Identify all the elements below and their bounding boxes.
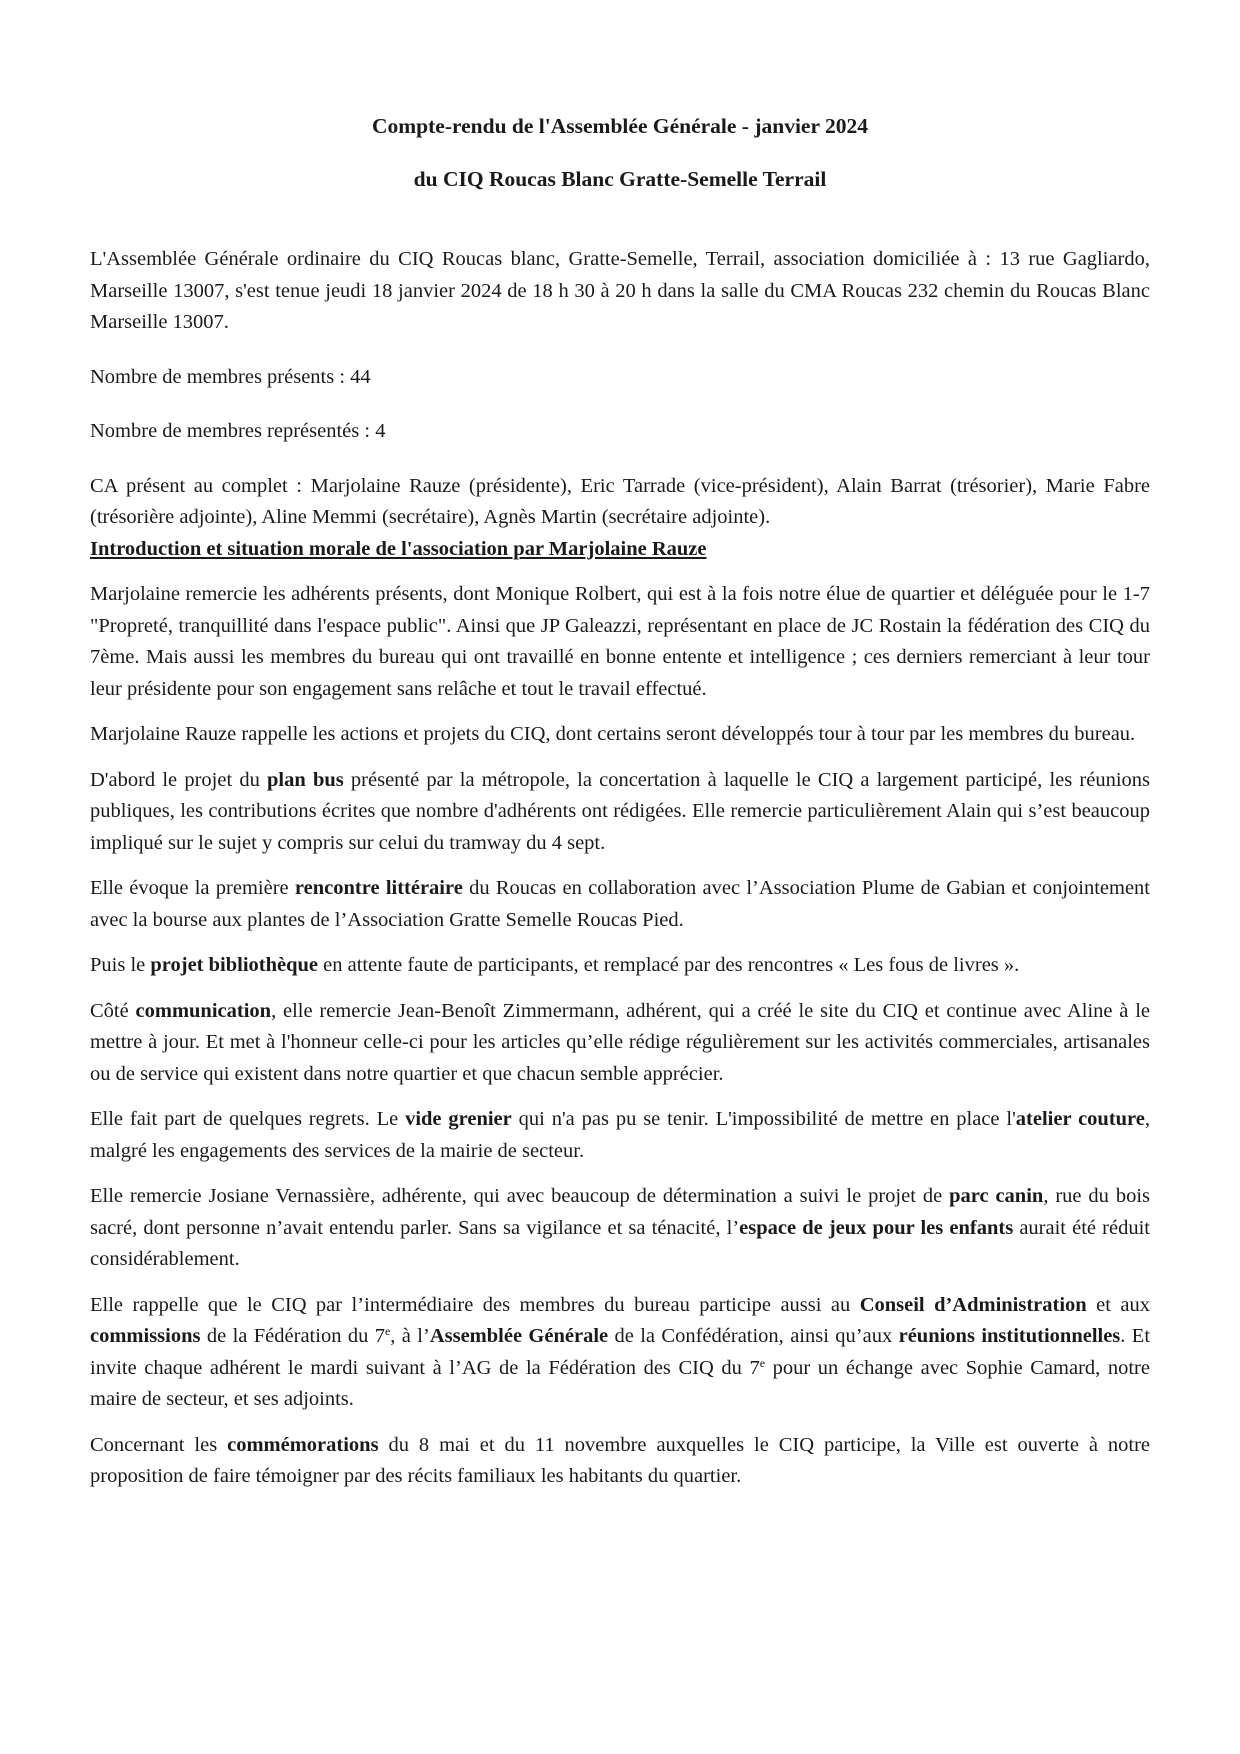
bold-term: commémorations bbox=[227, 1433, 379, 1456]
text-segment: en attente faute de participants, et remplacé par des rencontres « Les fous de livres ». bbox=[318, 954, 1020, 976]
text-segment: , rue du bois sacré, dont personne n’avait entendu parler. Sans sa vigilance et sa ténacité, l’ bbox=[90, 1185, 1151, 1239]
bold-term: espace de jeux pour les enfants bbox=[739, 1216, 1014, 1239]
bold-term: parc canin bbox=[949, 1185, 1044, 1207]
paragraph-thanks: Marjolaine remercie les adhérents présents, dont Monique Rolbert, qui est à la fois notre élue de quartier et déléguée pour le 1-7 "Propreté, tranquillité dans l'espace public". Ainsi que JP Galeazzi, représentant en place de JC Rostain la fédération des CIQ du 7ème. Mais aussi les membres du bureau qui ont travaillé en bonne entente et intelligence ; ces derniers remerciant à leur tour leur présidente pour son engagement sans relâche et tout le travail effectué. bbox=[90, 583, 1150, 700]
text-segment: , malgré les engagements des services de la mairie de secteur. bbox=[90, 1108, 1150, 1162]
bold-term: Assemblée Générale bbox=[429, 1325, 609, 1347]
text-segment: Côté bbox=[90, 999, 136, 1022]
text-segment: Elle évoque la première bbox=[90, 877, 295, 899]
text-segment: Puis le bbox=[90, 954, 151, 976]
bold-term: commissions bbox=[90, 1325, 201, 1347]
text-segment: Concernant les bbox=[90, 1433, 228, 1456]
text-segment: Elle rappelle que le CIQ par l’intermédiaire des membres du bureau participe aussi au bbox=[90, 1293, 860, 1316]
document-page bbox=[90, 112, 1150, 1493]
text-segment: , à l’ bbox=[390, 1325, 430, 1347]
paragraph-commemorations bbox=[90, 1430, 1150, 1493]
text-segment: Elle remercie Josiane Vernassière, adhérente, qui avec beaucoup de détermination a suivi le projet de bbox=[90, 1185, 950, 1207]
members-present: Nombre de membres présents : 44 bbox=[90, 365, 371, 388]
paragraph-communication bbox=[90, 996, 1150, 1091]
text-segment: pour un échange avec Sophie Camard, notre maire de secteur, et ses adjoints. bbox=[90, 1356, 1150, 1410]
bold-term: atelier couture bbox=[1015, 1108, 1145, 1130]
superscript: e bbox=[759, 1355, 766, 1370]
section-heading: Introduction et situation morale de l'association par Marjolaine Rauze bbox=[90, 537, 707, 560]
bold-term: projet bibliothèque bbox=[150, 954, 318, 976]
paragraph-actions: Marjolaine Rauze rappelle les actions et projets du CIQ, dont certains seront développés tour à tour par les membres du bureau. bbox=[90, 723, 1136, 745]
text-segment: présenté par la métropole, la concertation à laquelle le CIQ a largement participé, les réunions publiques, les contributions écrites que nombre d'adhérents ont rédigées. Elle remercie particulièrement Alain qui s’est beaucoup impliqué sur le sujet y compris sur celui du tramway du 4 sept. bbox=[90, 768, 1150, 854]
paragraph-federation bbox=[90, 1290, 1150, 1416]
paragraph-parc-canin bbox=[90, 1181, 1150, 1276]
bold-term: Conseil d’Administration bbox=[859, 1293, 1087, 1316]
board-paragraph: CA présent au complet : Marjolaine Rauze (présidente), Eric Tarrade (vice-président), Alain Barrat (trésorier), Marie Fabre (trésorière adjointe), Aline Memmi (secrétaire), Agnès Martin (secrétaire adjointe). bbox=[90, 474, 1150, 528]
paragraph-regrets bbox=[90, 1104, 1150, 1167]
bold-term: plan bus bbox=[267, 768, 344, 791]
text-segment: . Et invite chaque adhérent le mardi suivant à l’AG de la Fédération des CIQ du 7 bbox=[90, 1325, 1151, 1379]
text-segment: qui n'a pas pu se tenir. L'impossibilité de mettre en place l' bbox=[511, 1108, 1016, 1130]
paragraph-rencontre-litteraire bbox=[90, 873, 1150, 936]
text-segment: , elle remercie Jean-Benoît Zimmermann, adhérent, qui a créé le site du CIQ et continue avec Aline à le mettre à jour. Et met à l'honneur celle-ci pour les articles qu’elle rédige régulièrement sur les activités commerciales, artisanales ou de service qui existent dans notre quartier et que chacun semble apprécier. bbox=[90, 999, 1150, 1085]
document-title-line-2: du CIQ Roucas Blanc Gratte-Semelle Terrail bbox=[413, 167, 827, 191]
bold-term: communication bbox=[135, 999, 272, 1022]
members-represented: Nombre de membres représentés : 4 bbox=[90, 420, 386, 442]
text-segment: aurait été réduit considérablement. bbox=[90, 1216, 1150, 1270]
text-segment: du Roucas en collaboration avec l’Association Plume de Gabian et conjointement avec la bourse aux plantes de l’Association Gratte Semelle Roucas Pied. bbox=[90, 877, 1150, 931]
text-segment: du 8 mai et du 11 novembre auxquelles le CIQ participe, la Ville est ouverte à notre proposition de faire témoigner par des récits familiaux les habitants du quartier. bbox=[90, 1433, 1151, 1487]
paragraph-projet-bibliotheque bbox=[90, 950, 1150, 982]
text-segment: de la Confédération, ainsi qu’aux bbox=[608, 1325, 899, 1347]
document-title-line-1: Compte-rendu de l'Assemblée Générale - janvier 2024 bbox=[371, 114, 869, 138]
text-segment: de la Fédération du 7 bbox=[200, 1325, 385, 1347]
text-segment: et aux bbox=[1086, 1293, 1150, 1316]
paragraph-plan-bus bbox=[90, 765, 1150, 860]
superscript: e bbox=[384, 1324, 391, 1338]
bold-term: vide grenier bbox=[405, 1108, 512, 1130]
intro-paragraph: L'Assemblée Générale ordinaire du CIQ Roucas blanc, Gratte-Semelle, Terrail, association domiciliée à : 13 rue Gagliardo, Marseille 13007, s'est tenue jeudi 18 janvier 2024 de 18 h 30 à 20 h dans la salle du CMA Roucas 232 chemin du Roucas Blanc Marseille 13007. bbox=[90, 248, 1150, 333]
bold-term: réunions institutionnelles bbox=[898, 1325, 1121, 1347]
text-segment: Elle fait part de quelques regrets. Le bbox=[90, 1108, 406, 1130]
text-segment: D'abord le projet du bbox=[90, 768, 268, 791]
bold-term: rencontre littéraire bbox=[294, 877, 463, 899]
